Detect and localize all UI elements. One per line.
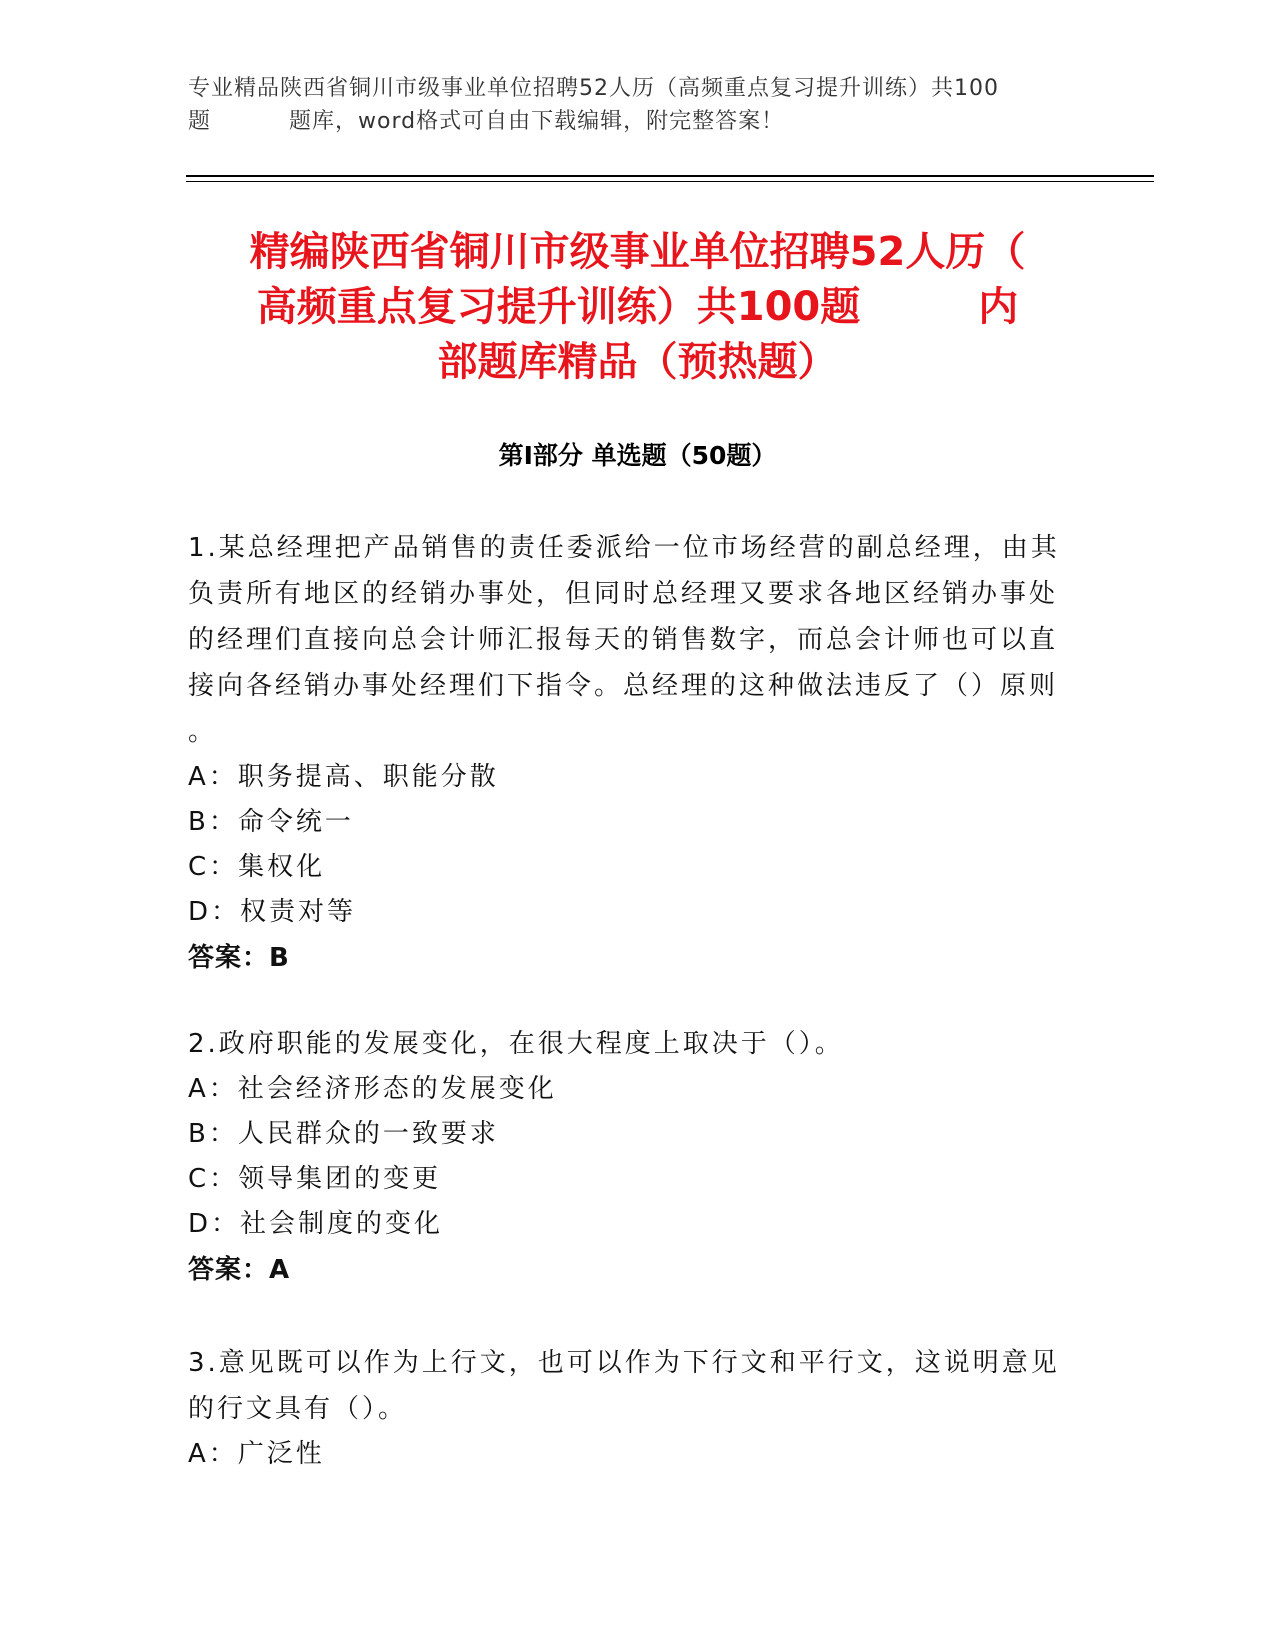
question-block [188, 525, 1068, 981]
header-divider-thin [186, 181, 1154, 182]
question-block [188, 1021, 1068, 1293]
page-header [188, 72, 1068, 138]
header-divider-thick [186, 175, 1154, 177]
answer: 答案：B [188, 943, 290, 973]
title-line-2 [160, 280, 1115, 335]
header-line-2-end: 题库，word格式可自由下载编辑，附完整答案！ [289, 109, 785, 134]
document-title [160, 225, 1115, 390]
section-heading: 第Ⅰ部分 单选题（50题） [498, 441, 777, 470]
question-text: 接向各经销办事处经理们下指令。总经理的这种做法违反了（）原则 [188, 671, 1059, 701]
option-d: D：权责对等 [188, 897, 357, 927]
answer: 答案：A [188, 1255, 291, 1285]
question-text: 2.政府职能的发展变化，在很大程度上取决于（）。 [188, 1029, 844, 1059]
title-line-3: 部题库精品（预热题） [437, 339, 838, 385]
title-line-2-start: 高频重点复习提升训练）共100题 [256, 284, 861, 330]
question-text: 1.某总经理把产品销售的责任委派给一位市场经营的副总经理，由其 [188, 533, 1060, 563]
option-a: A：广泛性 [188, 1439, 325, 1469]
option-c: C：领导集团的变更 [188, 1164, 442, 1194]
title-line-2-end: 内 [978, 284, 1019, 330]
option-d: D：社会制度的变化 [188, 1209, 444, 1239]
question-text: 负责所有地区的经销办事处，但同时总经理又要求各地区经销办事处 [188, 579, 1059, 609]
title-line-1: 精编陕西省铜川市级事业单位招聘52人历（ [249, 229, 1026, 275]
option-b: B：命令统一 [188, 807, 354, 837]
question-text: 的行文具有（）。 [188, 1394, 408, 1424]
header-line-2-start: 题 [188, 109, 212, 134]
header-line-1: 专业精品陕西省铜川市级事业单位招聘52人历（高频重点复习提升训练）共100 [188, 76, 999, 101]
option-a: A：社会经济形态的发展变化 [188, 1074, 557, 1104]
option-c: C：集权化 [188, 852, 326, 882]
option-a: A：职务提高、职能分散 [188, 762, 499, 792]
question-text: 。 [188, 717, 218, 747]
question-text: 的经理们直接向总会计师汇报每天的销售数字，而总会计师也可以直 [188, 625, 1059, 655]
header-line-2 [188, 105, 1068, 138]
question-text: 3.意见既可以作为上行文，也可以作为下行文和平行文，这说明意见 [188, 1348, 1060, 1378]
option-b: B：人民群众的一致要求 [188, 1119, 499, 1149]
question-block [188, 1340, 1068, 1477]
